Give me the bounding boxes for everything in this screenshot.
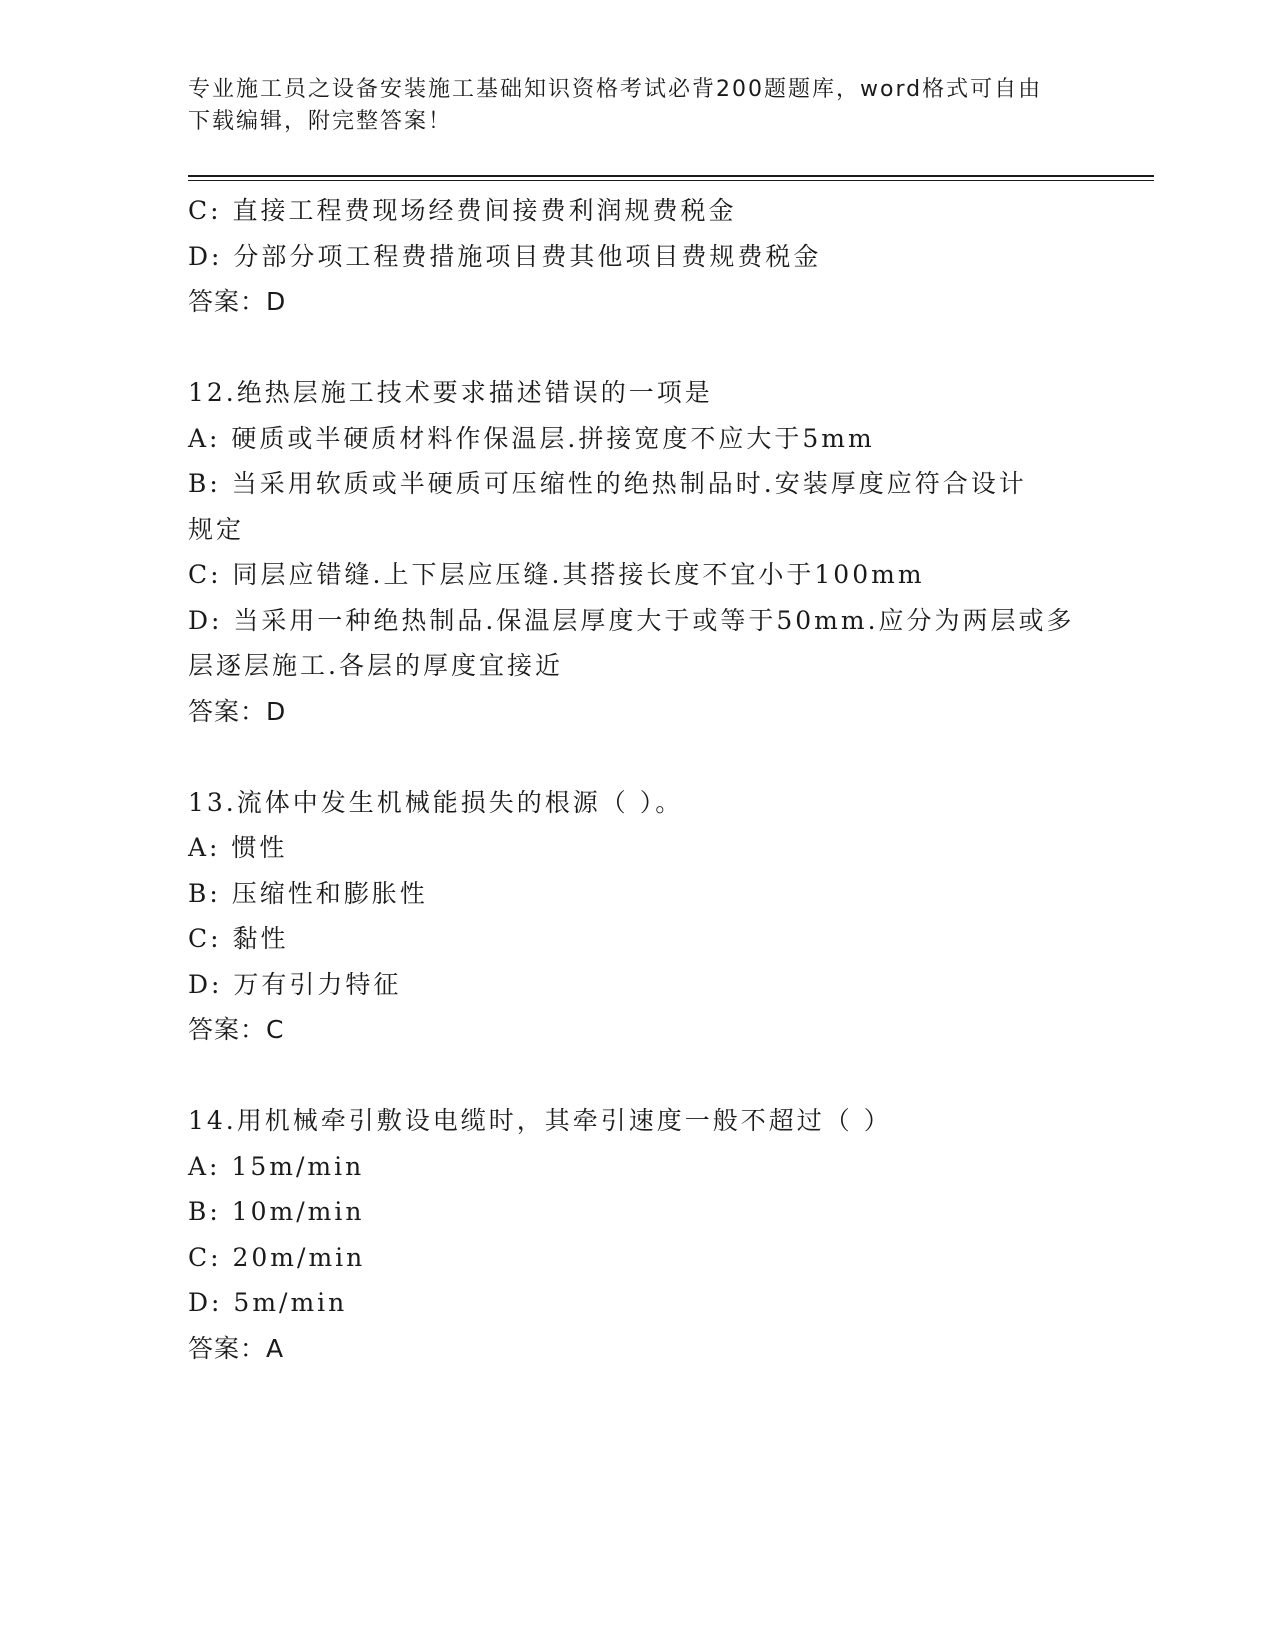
option-d-line-1: D: 当采用一种绝热制品.保温层厚度大于或等于50mm.应分为两层或多 — [188, 605, 1075, 635]
header-divider-thick — [188, 175, 1154, 177]
document-header — [188, 74, 1068, 138]
option-b-line-1: B: 当采用软质或半硬质可压缩性的绝热制品时.安装厚度应符合设计 — [188, 469, 1027, 498]
option-a: A: 15m/min — [188, 1151, 365, 1181]
header-title-line-2: 下载编辑，附完整答案！ — [188, 109, 453, 134]
option-d: D: 分部分项工程费措施项目费其他项目费规费税金 — [188, 241, 822, 271]
header-divider-thin — [188, 180, 1154, 181]
spacer — [188, 734, 1088, 780]
option-c: C: 同层应错缝.上下层应压缝.其搭接长度不宜小于100mm — [188, 560, 925, 589]
question-text: 14.用机械牵引敷设电缆时，其牵引速度一般不超过（ ） — [188, 1106, 892, 1135]
question-12 — [188, 370, 1088, 734]
spacer — [188, 325, 1088, 371]
question-list — [188, 188, 1088, 1371]
option-b: B: 压缩性和膨胀性 — [188, 878, 428, 908]
spacer — [188, 1053, 1088, 1099]
option-c: C: 20m/min — [188, 1242, 366, 1272]
answer: 答案：C — [188, 1015, 285, 1044]
option-b: B: 10m/min — [188, 1197, 365, 1226]
question-text: 13.流体中发生机械能损失的根源（ ）。 — [188, 787, 684, 817]
option-d-line-2: 层逐层施工.各层的厚度宜接近 — [188, 651, 563, 680]
answer: 答案：D — [188, 287, 287, 316]
option-c: C: 黏性 — [188, 924, 289, 953]
option-c: C: 直接工程费现场经费间接费利润规费税金 — [188, 196, 737, 225]
answer: 答案：A — [188, 1333, 285, 1363]
header-title-line-1: 专业施工员之设备安装施工基础知识资格考试必背200题题库，word格式可自由 — [188, 77, 1043, 102]
question-11-tail — [188, 188, 1088, 325]
option-b-line-2: 规定 — [188, 514, 245, 544]
question-13 — [188, 780, 1088, 1053]
option-a: A: 惯性 — [188, 833, 288, 862]
question-14 — [188, 1098, 1088, 1371]
answer: 答案：D — [188, 696, 287, 726]
option-d: D: 5m/min — [188, 1288, 348, 1317]
option-d: D: 万有引力特征 — [188, 969, 402, 999]
question-text: 12.绝热层施工技术要求描述错误的一项是 — [188, 378, 713, 407]
option-a: A: 硬质或半硬质材料作保温层.拼接宽度不应大于5mm — [188, 423, 875, 453]
